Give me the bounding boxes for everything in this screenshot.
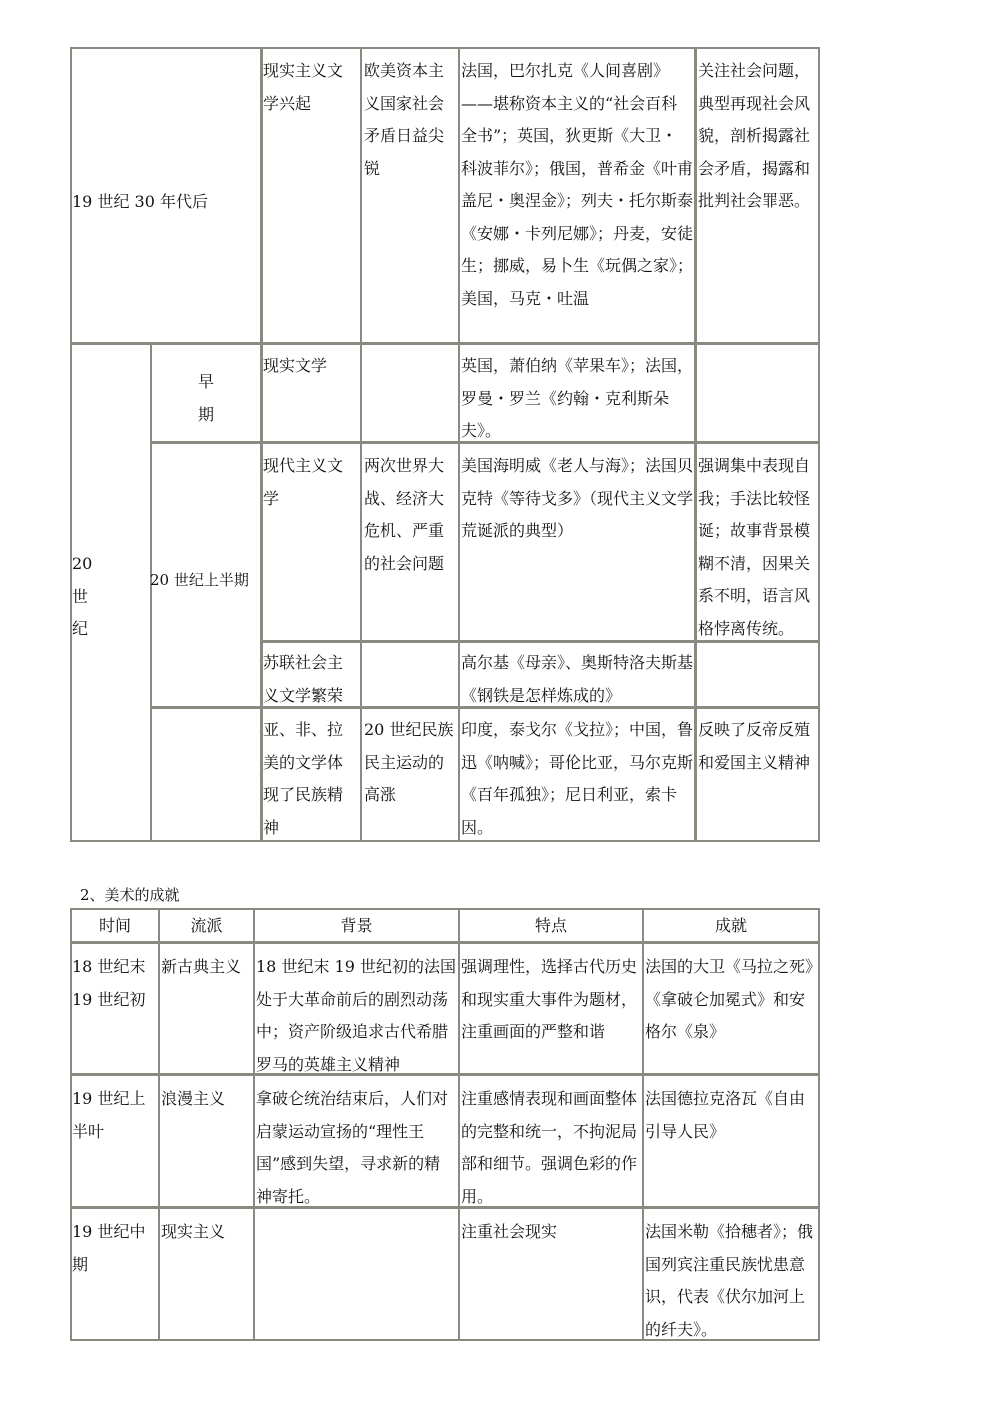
trend-cell: 现代主义文学 xyxy=(263,456,344,508)
header-school: 流派 xyxy=(190,916,223,935)
century-cell: 20 世 纪 xyxy=(72,554,93,638)
works-cell: 美国海明威《老人与海》；法国贝克特《等待戈多》（现代主义文学荒诞派的典型） xyxy=(461,456,694,540)
background-cell: 拿破仑统治结束后，人们对启蒙运动宣扬的“理性王国”感到失望，寻求新的精神寄托。 xyxy=(256,1089,449,1206)
trend-cell: 现实主义文学兴起 xyxy=(263,61,344,113)
features-cell: 强调集中表现自我；手法比较怪诞；故事背景模糊不清，因果关系不明，语言风格悖离传统。 xyxy=(698,456,811,638)
background-cell: 两次世界大战、经济大危机、严重的社会问题 xyxy=(364,456,445,573)
works-cell: 印度，泰戈尔《戈拉》；中国，鲁迅《呐喊》；哥伦比亚，马尔克斯《百年孤独》；尼日利亚，索卡因。 xyxy=(461,720,694,837)
school-cell: 新古典主义 xyxy=(161,957,242,976)
header-background: 背景 xyxy=(340,916,373,935)
features-cell: 注重社会现实 xyxy=(461,1222,558,1241)
section-title: 2、美术的成就 xyxy=(80,886,180,904)
achievements-cell: 法国德拉克洛瓦《自由引导人民》 xyxy=(645,1089,806,1141)
header-time: 时间 xyxy=(98,916,131,935)
features-cell: 注重感情表现和画面整体的完整和统一，不拘泥局部和细节。强调色彩的作用。 xyxy=(461,1089,638,1206)
time-cell: 18 世纪末 19 世纪初 xyxy=(72,957,151,1009)
time-cell: 19 世纪中期 xyxy=(72,1222,146,1274)
header-features: 特点 xyxy=(534,916,567,935)
t1-rule xyxy=(70,47,820,49)
t1-rule xyxy=(818,47,820,842)
period-cell: 19 世纪 30 年代后 xyxy=(72,192,208,211)
trend-cell: 苏联社会主义文学繁荣 xyxy=(263,653,344,705)
achievements-cell: 法国米勒《拾穗者》；俄国列宾注重民族忧患意识，代表《伏尔加河上的纤夫》。 xyxy=(645,1222,814,1339)
t1-rule xyxy=(70,47,72,842)
trend-cell: 亚、非、拉美的文学体现了民族精神 xyxy=(263,720,344,837)
t1-rule xyxy=(70,840,820,842)
works-cell: 法国，巴尔扎克《人间喜剧》——堪称资本主义的“社会百科全书”；英国，狄更斯《大卫・科波菲尔》；俄国，普希金《叶甫盖尼・奥涅金》；列夫・托尔斯泰《安娜・卡列尼娜》；丹麦，安徒生；挪威，易卜生《玩偶之家》；美国，马克・吐温 xyxy=(461,61,694,308)
features-cell: 关注社会问题，典型再现社会风貌，剖析揭露社会矛盾，揭露和批判社会罪恶。 xyxy=(698,61,811,210)
works-cell: 英国，萧伯纳《苹果车》；法国，罗曼・罗兰《约翰・克利斯朵夫》。 xyxy=(461,356,694,440)
period-cell: 20 世纪上半期 xyxy=(150,571,249,589)
trend-cell: 现实文学 xyxy=(263,356,328,375)
header-achievements: 成就 xyxy=(714,916,747,935)
t1-rule xyxy=(70,342,820,345)
period-cell: 早 期 xyxy=(197,372,214,424)
features-cell: 强调理性，选择古代历史和现实重大事件为题材，注重画面的严整和谐 xyxy=(461,957,638,1041)
time-cell: 19 世纪上半叶 xyxy=(72,1089,146,1141)
achievements-cell: 法国的大卫《马拉之死》《拿破仑加冕式》和安格尔《泉》 xyxy=(645,957,814,1041)
background-cell: 欧美资本主义国家社会矛盾日益尖锐 xyxy=(364,61,445,178)
works-cell: 高尔基《母亲》、奥斯特洛夫斯基《钢铁是怎样炼成的》 xyxy=(461,653,694,705)
school-cell: 现实主义 xyxy=(161,1222,226,1241)
t2-rule xyxy=(70,941,820,944)
background-cell: 20 世纪民族民主运动的高涨 xyxy=(364,720,454,804)
t2-rule xyxy=(70,908,820,910)
background-cell: 18 世纪末 19 世纪初的法国处于大革命前后的剧烈动荡中；资产阶级追求古代希腊罗马的英雄主义精神 xyxy=(256,957,456,1074)
school-cell: 浪漫主义 xyxy=(161,1089,226,1108)
features-cell: 反映了反帝反殖和爱国主义精神 xyxy=(698,720,811,772)
